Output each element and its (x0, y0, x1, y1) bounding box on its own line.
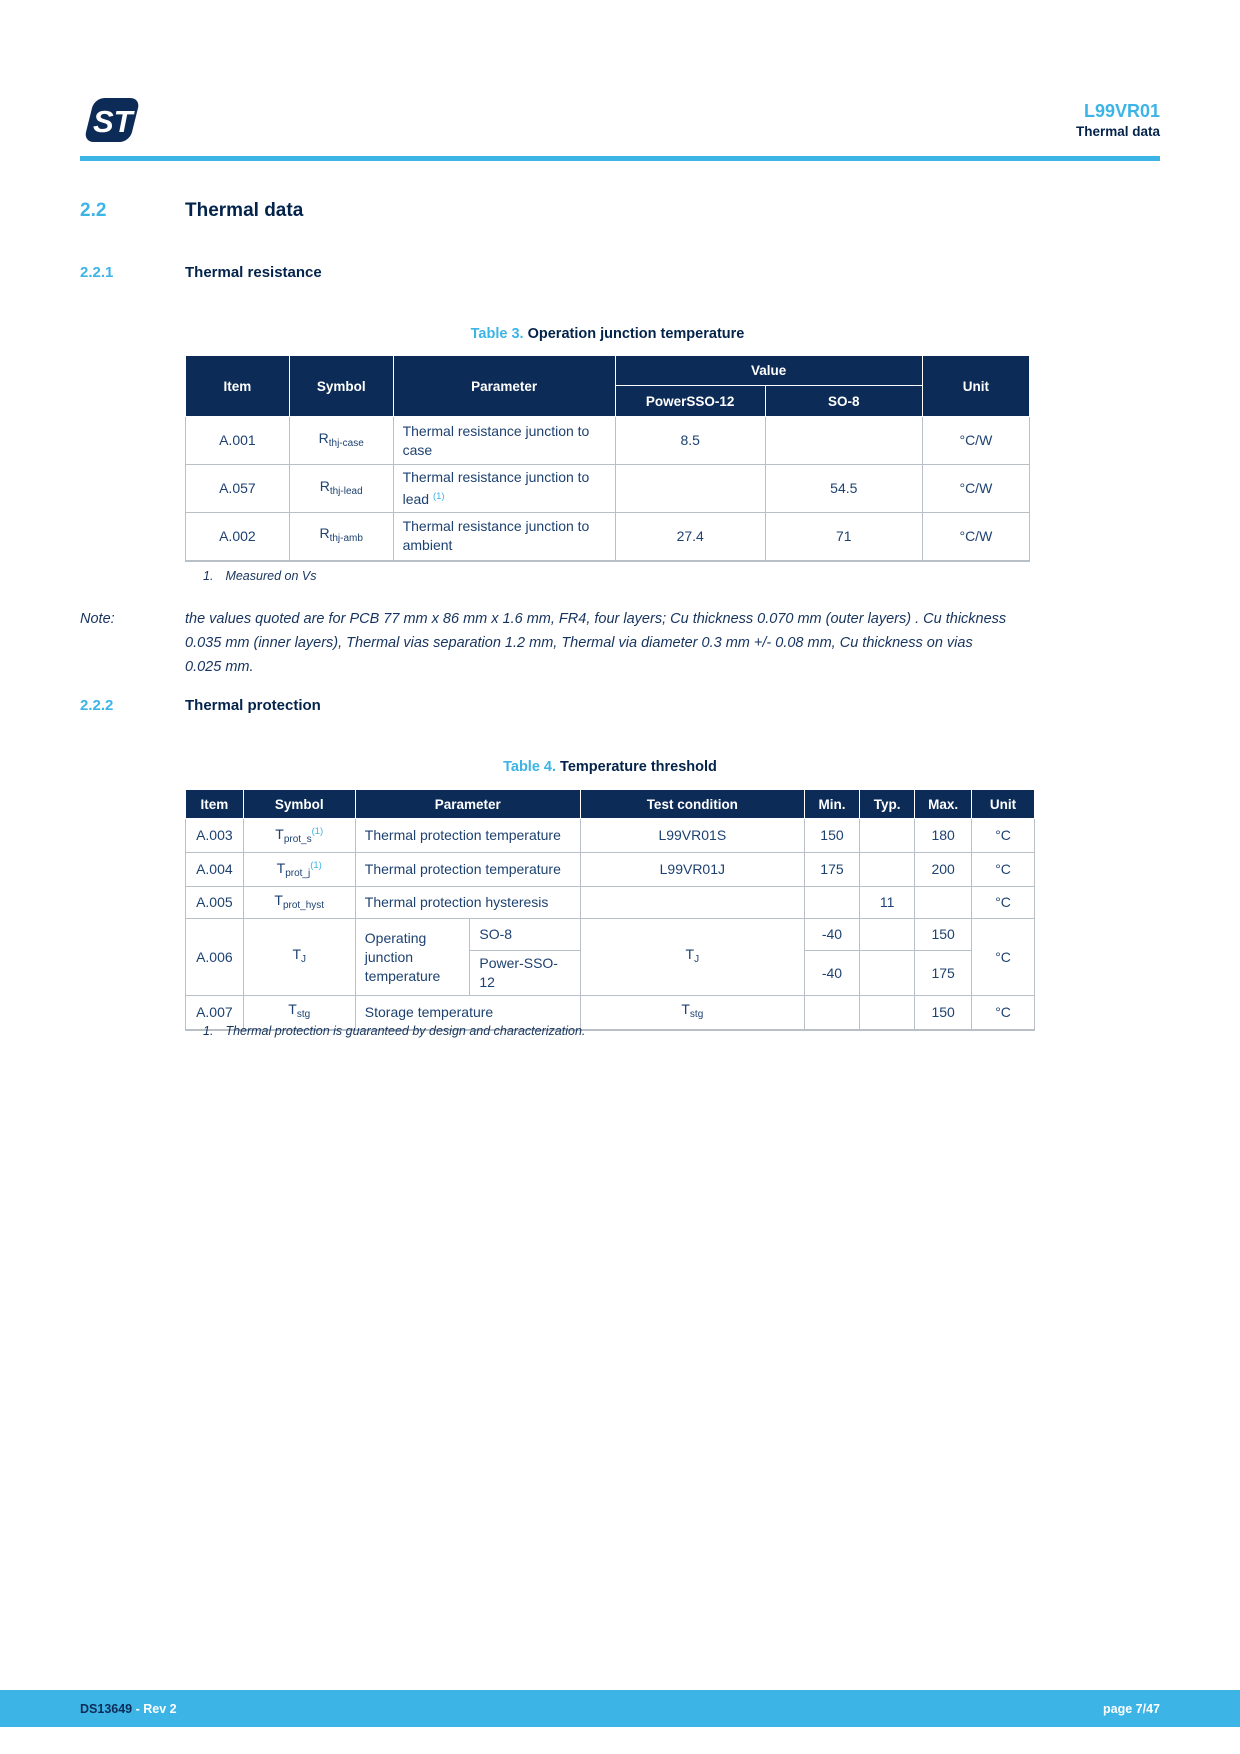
cell-symbol: $T_{stg}$ (243, 996, 355, 1030)
header-section-name: Thermal data (1075, 124, 1160, 139)
cell-test-condition: L99VR01J (580, 853, 804, 887)
cell-unit: °C (972, 996, 1035, 1030)
cell-item: A.057 (186, 465, 290, 513)
table4-footnote: 1. Thermal protection is guaranteed by design and characterization. (203, 1024, 586, 1038)
cell-min (804, 996, 859, 1030)
cell-typ (860, 853, 915, 887)
col-header-value: Value (615, 356, 922, 386)
col-header-typ: Typ. (860, 790, 915, 819)
footnote-ref: (1) (432, 491, 445, 502)
cell-unit: °C/W (922, 465, 1029, 513)
cell-typ (860, 951, 915, 996)
cell-powersso12-value: 8.5 (615, 417, 765, 465)
cell-item: A.003 (186, 819, 244, 853)
cell-parameter: Thermal resistance junction to lead $^{(1)}$ (393, 465, 615, 513)
cell-symbol: $T_{prot\_j}^{(1)}$ (243, 853, 355, 887)
cell-item: A.006 (186, 919, 244, 996)
table4-caption-text: Temperature threshold (560, 759, 717, 775)
cell-symbol: $R_{thj-amb}$ (289, 513, 393, 561)
cell-min: -40 (804, 919, 859, 951)
cell-test-condition: L99VR01S (580, 819, 804, 853)
section-title: Thermal resistance (185, 264, 322, 281)
cell-typ: 11 (860, 887, 915, 919)
cell-typ (860, 919, 915, 951)
cell-unit: °C (972, 919, 1035, 996)
section-number: 2.2.1 (80, 264, 114, 281)
page-number: page 7/47 (1103, 1701, 1160, 1716)
st-logo (80, 96, 142, 149)
doc-id: DS13649 (80, 1701, 133, 1716)
cell-so8-value: 54.5 (765, 465, 922, 513)
cell-item: A.002 (186, 513, 290, 561)
table3-caption-label: Table 3. (470, 326, 524, 342)
section-title: Thermal data (185, 200, 304, 221)
col-header-parameter: Parameter (355, 790, 580, 819)
section-number: 2.2 (80, 200, 107, 221)
table3-thermal-resistance (185, 355, 1030, 562)
table-row (186, 417, 1030, 465)
cell-symbol: $T_{prot\_hyst}$ (243, 887, 355, 919)
cell-parameter: Thermal protection hysteresis (355, 887, 580, 919)
cell-unit: °C/W (922, 417, 1029, 465)
cell-powersso12-value: 27.4 (615, 513, 765, 561)
cell-symbol: $T_{prot\_s}^{(1)}$ (243, 819, 355, 853)
cell-so8-value: 71 (765, 513, 922, 561)
product-name: L99VR01 (1083, 101, 1160, 121)
section-2-2-heading (80, 200, 1160, 222)
cell-parameter: Thermal protection temperature (355, 853, 580, 887)
table-row (186, 919, 1035, 951)
cell-test-condition: $T_{stg}$ (580, 996, 804, 1030)
col-header-min: Min. (804, 790, 859, 819)
table-row (186, 819, 1035, 853)
cell-so8-value (765, 417, 922, 465)
cell-symbol: $R_{thj-lead}$ (289, 465, 393, 513)
col-header-powersso12: PowerSSO-12 (615, 386, 765, 417)
cell-item: A.001 (186, 417, 290, 465)
header-rule (80, 156, 1160, 161)
cell-powersso12-value (615, 465, 765, 513)
table3-footnote: 1. Measured on Vs (203, 569, 317, 583)
table4-temperature-threshold (185, 789, 1035, 1031)
table4-caption-label: Table 4. (503, 759, 557, 775)
cell-parameter: Thermal resistance junction to case (393, 417, 615, 465)
cell-max: 200 (915, 853, 972, 887)
cell-max: 150 (915, 996, 972, 1030)
col-header-unit: Unit (922, 356, 1029, 417)
cell-max: 150 (915, 919, 972, 951)
cell-package-so8: SO-8 (470, 919, 580, 951)
col-header-symbol: Symbol (243, 790, 355, 819)
col-header-item: Item (186, 790, 244, 819)
table3-caption (185, 326, 1030, 342)
section-2-2-1-heading (80, 264, 1160, 281)
cell-parameter: Thermal resistance junction to ambient (393, 513, 615, 561)
cell-unit: °C (972, 853, 1035, 887)
cell-unit: °C (972, 819, 1035, 853)
cell-item: A.004 (186, 853, 244, 887)
footnote-ref: (1) (310, 860, 322, 871)
section-number: 2.2.2 (80, 697, 114, 714)
cell-max (915, 887, 972, 919)
cell-min: 175 (804, 853, 859, 887)
table-row (186, 853, 1035, 887)
cell-symbol: $R_{thj-case}$ (289, 417, 393, 465)
note-label: Note: (80, 611, 115, 627)
col-header-so8: SO-8 (765, 386, 922, 417)
col-header-symbol: Symbol (289, 356, 393, 417)
svg-text:ST: ST (93, 104, 133, 139)
cell-min: -40 (804, 951, 859, 996)
cell-test-condition: $T_J$ (580, 919, 804, 996)
page-footer (0, 1690, 1240, 1727)
table3-caption-text: Operation junction temperature (527, 326, 745, 342)
header-right (1076, 100, 1160, 142)
cell-unit: °C/W (922, 513, 1029, 561)
cell-max: 180 (915, 819, 972, 853)
cell-max: 175 (915, 951, 972, 996)
table4-caption (185, 759, 1035, 775)
section-title: Thermal protection (185, 697, 321, 714)
footer-doc-info (80, 1702, 177, 1716)
cell-parameter: Operating junction temperature (355, 919, 470, 996)
footnote-ref: (1) (311, 826, 324, 837)
cell-parameter: Thermal protection temperature (355, 819, 580, 853)
cell-package-powersso12: Power-SSO-12 (470, 951, 580, 996)
col-header-unit: Unit (972, 790, 1035, 819)
cell-test-condition (580, 887, 804, 919)
cell-item: A.005 (186, 887, 244, 919)
note-block (80, 607, 1010, 679)
cell-unit: °C (972, 887, 1035, 919)
cell-min: 150 (804, 819, 859, 853)
cell-min (804, 887, 859, 919)
table-row (186, 887, 1035, 919)
cell-parameter: Storage temperature (355, 996, 580, 1030)
cell-symbol: $T_J$ (243, 919, 355, 996)
col-header-parameter: Parameter (393, 356, 615, 417)
cell-item: A.007 (186, 996, 244, 1030)
doc-revision: - Rev 2 (132, 1701, 177, 1716)
cell-typ (860, 996, 915, 1030)
note-text: the values quoted are for PCB 77 mm x 86 mm x 1.6 mm, FR4, four layers; Cu thickness 0.070 mm (outer layers) . Cu thickness 0.035 mm (inner layers), Thermal vias separation 1.2 mm, Thermal via diameter 0.3 mm +/- 0.08 mm, Cu thickness on vias 0.025 mm. (185, 611, 1007, 675)
col-header-test-condition: Test condition (580, 790, 804, 819)
table-row (186, 513, 1030, 561)
col-header-item: Item (186, 356, 290, 417)
table-row (186, 465, 1030, 513)
col-header-max: Max. (915, 790, 972, 819)
section-2-2-2-heading (80, 697, 1160, 714)
cell-typ (860, 819, 915, 853)
